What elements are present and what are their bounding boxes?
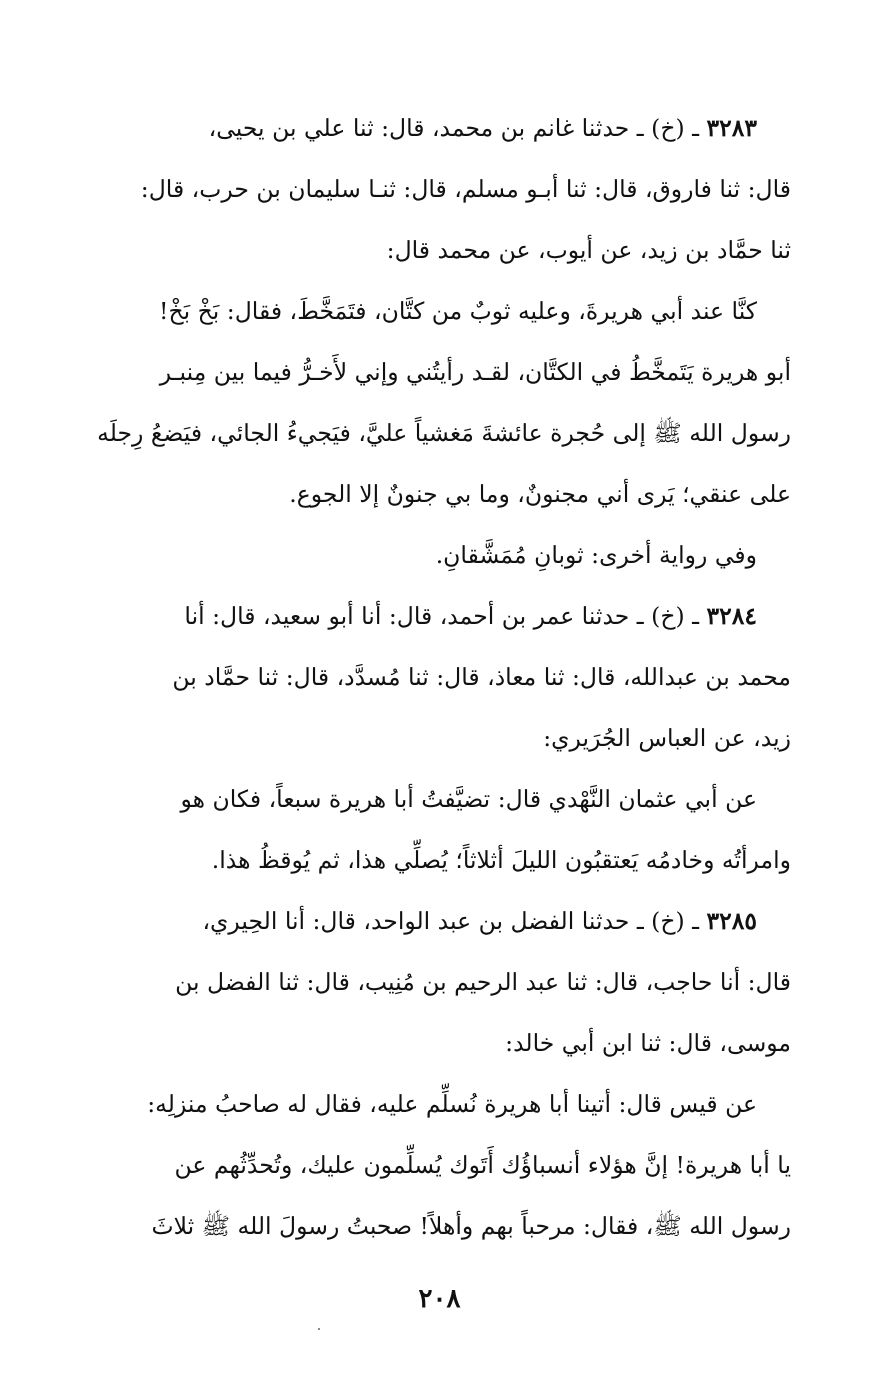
hadith-matn — [83, 769, 791, 891]
text-line: ٣٢٨٣ ـ (خ) ـ حدثنا غانم بن محمد، قال: ثنا علي بن يحيى، — [208, 114, 757, 142]
text-line: وامرأتُه وخادمُه يَعتقبُون الليلَ أثلاثاً؛ يُصلِّي هذا، ثم يُوقظُ هذا. — [211, 846, 791, 874]
text-line: وفي رواية أخرى: ثوبانِ مُمَشَّقانِ. — [435, 541, 757, 569]
hadith-number: ٣٢٨٤ — [706, 602, 757, 630]
hadith-number: ٣٢٨٣ — [706, 114, 757, 142]
variant-narration — [83, 525, 791, 586]
book-page — [83, 98, 791, 1257]
text-line: يا أبا هريرة! إنَّ هؤلاء أنسباؤُك أَتَوك يُسلِّمون عليك، وتُحدِّثُهم عن — [174, 1151, 791, 1179]
hadith-matn — [83, 281, 791, 525]
hadith-isnad — [83, 586, 791, 769]
text-line: محمد بن عبدالله، قال: ثنا معاذ، قال: ثنا مُسدَّد، قال: ثنا حمَّاد بن — [172, 663, 791, 691]
text-line: رسول الله ﷺ إلى حُجرة عائشةَ مَغشياً عليَّ، فيَجيءُ الجائي، فيَضعُ رِجلَه — [97, 419, 791, 447]
text-line: على عنقي؛ يَرى أني مجنونٌ، وما بي جنونٌ إلا الجوع. — [289, 480, 791, 508]
text-line: كنَّا عند أبي هريرةَ، وعليه ثوبٌ من كتَّان، فتَمَخَّطَ، فقال: بَخْ بَخْ! — [159, 297, 757, 325]
page-number: ٢٠٨ — [418, 1284, 461, 1314]
text-line: قال: ثنا فاروق، قال: ثنا أبـو مسلم، قال: ثنـا سليمان بن حرب، قال: — [140, 175, 791, 203]
text-line: عن أبي عثمان النَّهْدي قال: تضيَّفتُ أبا هريرة سبعاً، فكان هو — [180, 785, 757, 813]
text-line: ثنا حمَّاد بن زيد، عن أيوب، عن محمد قال: — [386, 236, 791, 264]
text-line: زيد، عن العباس الجُرَيري: — [543, 724, 791, 752]
hadith-isnad — [83, 98, 791, 281]
text-line: أبو هريرة يَتَمخَّطُ في الكتَّان، لقـد رأيتُني وإني لأَخـرُّ فيما بين مِنبـر — [159, 358, 791, 386]
text-line: عن قيس قال: أتينا أبا هريرة نُسلِّم عليه، فقال له صاحبُ منزلِه: — [147, 1090, 757, 1118]
hadith-number: ٣٢٨٥ — [706, 907, 757, 935]
text-line: رسول الله ﷺ، فقال: مرحباً بهم وأهلاً! صحبتُ رسولَ الله ﷺ ثلاثَ — [151, 1212, 791, 1240]
scan-speck — [318, 1328, 320, 1330]
text-line: موسى، قال: ثنا ابن أبي خالد: — [505, 1029, 791, 1057]
text-line: ٣٢٨٥ ـ (خ) ـ حدثنا الفضل بن عبد الواحد، قال: أنا الحِيري، — [202, 907, 757, 935]
text-line: ٣٢٨٤ ـ (خ) ـ حدثنا عمر بن أحمد، قال: أنا أبو سعيد، قال: أنا — [184, 602, 757, 630]
hadith-matn — [83, 1074, 791, 1257]
hadith-isnad — [83, 891, 791, 1074]
text-line: قال: أنا حاجب، قال: ثنا عبد الرحيم بن مُنِيب، قال: ثنا الفضل بن — [175, 968, 791, 996]
